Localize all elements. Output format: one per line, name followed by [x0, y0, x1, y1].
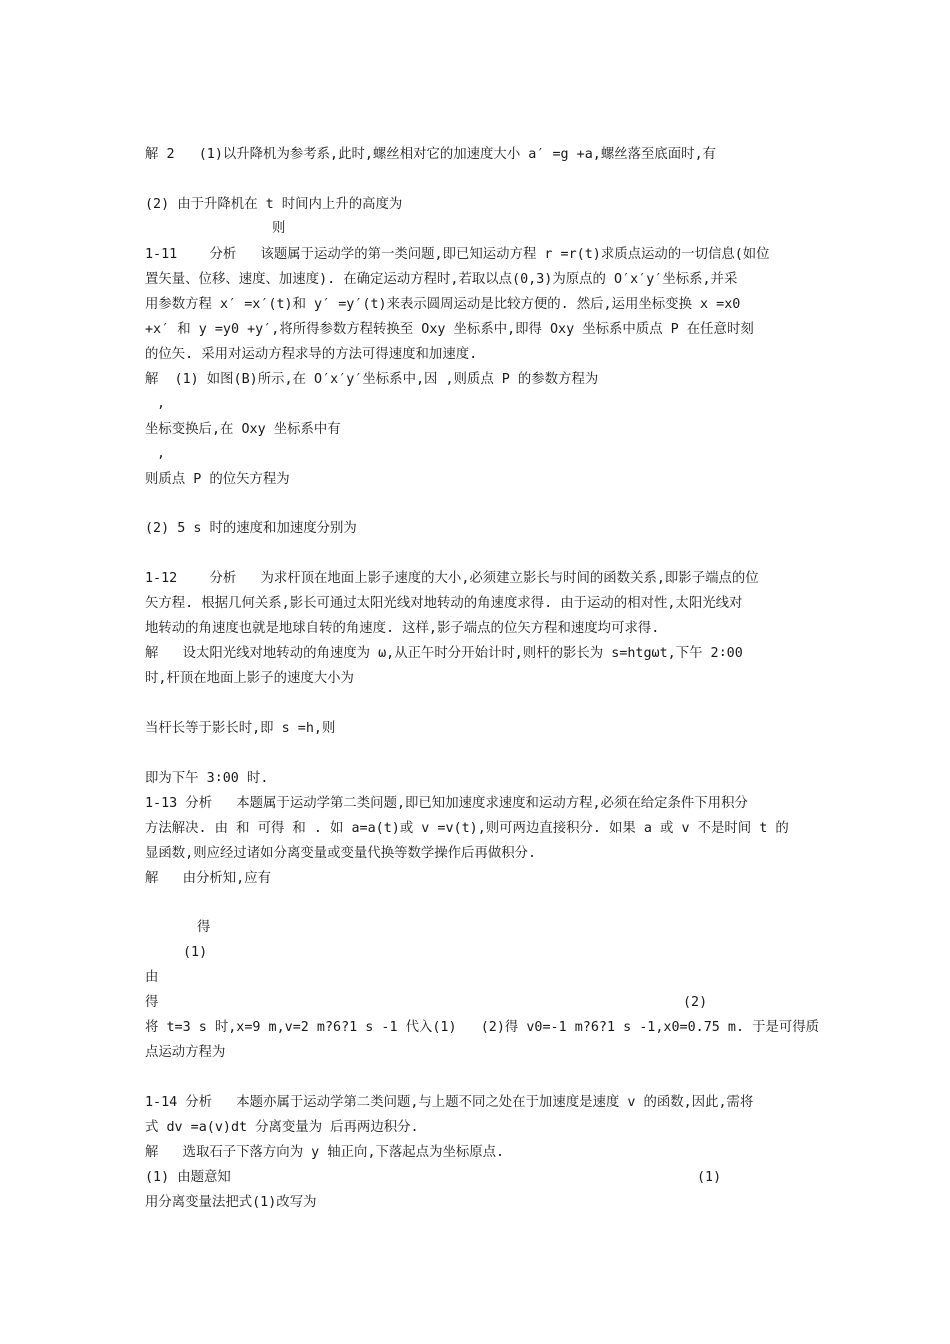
text-line: 1-11 分析 该题属于运动学的第一类问题,即已知运动方程 r =r(t)求质点运动的一切信息(如位 [145, 247, 770, 262]
text-line: , [157, 396, 166, 411]
text-line: (1) 由题意知 [145, 1170, 231, 1185]
text-line: 置矢量、位移、速度、加速度). 在确定运动方程时,若取以点(0,3)为原点的 O′x′y′坐标系,并采 [145, 272, 738, 287]
text-line: 点运动方程为 [145, 1045, 226, 1060]
text-line: 坐标变换后,在 Oxy 坐标系中有 [145, 422, 341, 437]
text-line: (1) [697, 1170, 722, 1185]
text-line: 式 dv =a(v)dt 分离变量为 后再两边积分. [145, 1120, 419, 1135]
text-line: 解 设太阳光线对地转动的角速度为 ω,从正午时分开始计时,则杆的影长为 s=htgωt,下午 2∶00 [145, 646, 743, 661]
text-line: 方法解决. 由 和 可得 和 . 如 a=a(t)或 v =v(t),则可两边直接积分. 如果 a 或 v 不是时间 t 的 [145, 821, 789, 836]
text-line: 解 选取石子下落方向为 y 轴正向,下落起点为坐标原点. [145, 1145, 505, 1160]
text-line: (2) 由于升降机在 t 时间内上升的高度为 [145, 197, 403, 212]
text-line: 当杆长等于影长时,即 s =h,则 [145, 721, 336, 736]
text-line: 得 [197, 920, 211, 935]
text-line: (1) [183, 945, 208, 960]
text-line: 得 [145, 995, 159, 1010]
text-line: 由 [145, 970, 159, 985]
text-line: 地转动的角速度也就是地球自转的角速度. 这样,影子端点的位矢方程和速度均可求得. [145, 621, 660, 636]
text-line: 时,杆顶在地面上影子的速度大小为 [145, 671, 354, 686]
text-line: , [157, 446, 166, 461]
text-line: 1-12 分析 为求杆顶在地面上影子速度的大小,必须建立影长与时间的函数关系,即影子端点的位 [145, 571, 759, 586]
text-line: 解 由分析知,应有 [145, 871, 271, 886]
text-line: 1-13 分析 本题属于运动学第二类问题,即已知加速度求速度和运动方程,必须在给定条件下用积分 [145, 796, 748, 811]
text-line: 解 (1) 如图(B)所示,在 O′x′y′坐标系中,因 ,则质点 P 的参数方程为 [145, 372, 599, 387]
text-line: +x′ 和 y =y0 +y′,将所得参数方程转换至 Oxy 坐标系中,即得 Oxy 坐标系中质点 P 在任意时刻 [145, 322, 754, 337]
text-line: (2) 5 s 时的速度和加速度分别为 [145, 521, 357, 536]
text-line: 则 [272, 221, 286, 236]
text-line: 的位矢. 采用对运动方程求导的方法可得速度和加速度. [145, 347, 478, 362]
text-line: 用参数方程 x′ =x′(t)和 y′ =y′(t)来表示圆周运动是比较方便的. 然后,运用坐标变换 x =x0 [145, 297, 741, 312]
text-line: 解 2 (1)以升降机为参考系,此时,螺丝相对它的加速度大小 a′ =g +a,螺丝落至底面时,有 [145, 147, 717, 162]
text-line: 则质点 P 的位矢方程为 [145, 472, 290, 487]
text-line: (2) [683, 995, 708, 1010]
text-line: 将 t=3 s 时,x=9 m,v=2 m?6?1 s -1 代入(1) (2)得 v0=-1 m?6?1 s -1,x0=0.75 m. 于是可得质 [145, 1020, 820, 1035]
text-line: 用分离变量法把式(1)改写为 [145, 1195, 317, 1210]
text-line: 矢方程. 根据几何关系,影长可通过太阳光线对地转动的角速度求得. 由于运动的相对性,太阳光线对 [145, 596, 743, 611]
text-line: 1-14 分析 本题亦属于运动学第二类问题,与上题不同之处在于加速度是速度 v 的函数,因此,需将 [145, 1095, 754, 1110]
text-line: 显函数,则应经过诸如分离变量或变量代换等数学操作后再做积分. [145, 846, 537, 861]
text-line: 即为下午 3∶00 时. [145, 771, 269, 786]
